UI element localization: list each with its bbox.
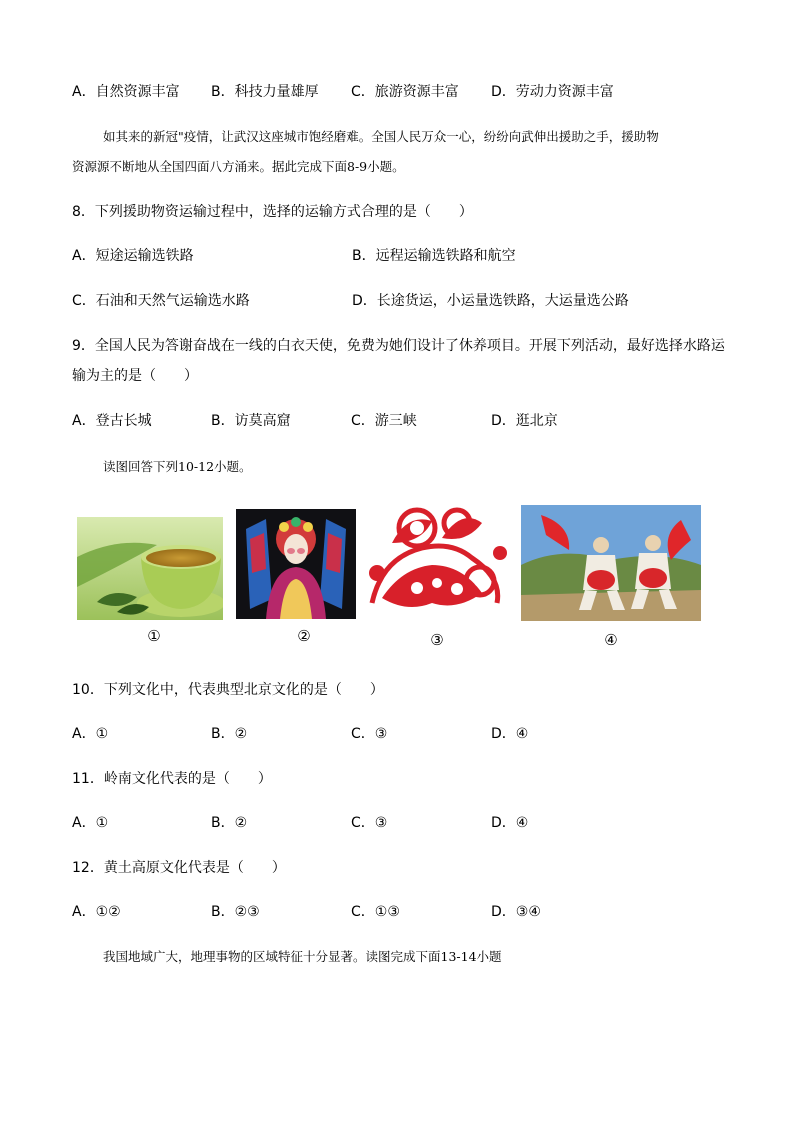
figure-label-4: ④ (604, 631, 618, 649)
intro-8-9-line1: 如其来的新冠"疫情，让武汉这座城市饱经磨难。全国人民万众一心，纷纷向武伸出援助之手，援助物 (103, 129, 659, 144)
intro-13-14: 我国地域广大，地理事物的区域特征十分显著。读图完成下面13-14小题 (103, 949, 502, 964)
q10-stem: 10．下列文化中，代表典型北京文化的是（ ） (72, 682, 384, 698)
q7-option-c: C．旅游资源丰富 (351, 84, 459, 100)
q9-stem-line2: 输为主的是（ ） (72, 368, 198, 384)
q11-stem: 11．岭南文化代表的是（ ） (72, 771, 272, 787)
q9-option-a: A．登古长城 (72, 413, 152, 429)
tea-cup-image (77, 517, 223, 620)
intro-10-12: 读图回答下列10-12小题。 (103, 459, 252, 474)
q11-option-d: D．④ (491, 815, 529, 831)
q10-option-c: C．③ (351, 726, 388, 742)
q9-option-c: C．游三峡 (351, 413, 417, 429)
q7-option-d: D．劳动力资源丰富 (491, 84, 614, 100)
waist-drum-dance-image (521, 505, 701, 621)
q8-option-b: B．远程运输选铁路和航空 (352, 248, 516, 264)
q11-option-a: A．① (72, 815, 109, 831)
q8-option-a: A．短途运输选铁路 (72, 248, 194, 264)
q12-option-c: C．①③ (351, 904, 400, 920)
q12-stem: 12．黄土高原文化代表是（ ） (72, 860, 286, 876)
q8-option-c: C．石油和天然气运输选水路 (72, 293, 250, 309)
q7-option-a: A．自然资源丰富 (72, 84, 180, 100)
q12-option-b: B．②③ (211, 904, 260, 920)
paper-cut-image (362, 503, 512, 621)
q11-option-b: B．② (211, 815, 248, 831)
q11-option-c: C．③ (351, 815, 388, 831)
q12-option-d: D．③④ (491, 904, 541, 920)
peking-opera-image (236, 509, 356, 619)
q8-option-d: D．长途货运，小运量选铁路，大运量选公路 (352, 293, 629, 309)
q9-option-b: B．访莫高窟 (211, 413, 291, 429)
q9-stem-line1: 9．全国人民为答谢奋战在一线的白衣天使，免费为她们设计了休养项目。开展下列活动，最好选择水路运 (72, 338, 725, 354)
q7-option-b: B．科技力量雄厚 (211, 84, 319, 100)
figure-label-1: ① (147, 627, 161, 645)
q10-option-a: A．① (72, 726, 109, 742)
q9-option-d: D．逛北京 (491, 413, 558, 429)
q8-stem: 8．下列援助物资运输过程中，选择的运输方式合理的是（ ） (72, 204, 473, 220)
q10-option-d: D．④ (491, 726, 529, 742)
q12-option-a: A．①② (72, 904, 121, 920)
figure-label-3: ③ (430, 631, 444, 649)
intro-8-9-line2: 资源源不断地从全国四面八方涌来。据此完成下面8-9小题。 (72, 159, 405, 174)
q10-option-b: B．② (211, 726, 248, 742)
figure-label-2: ② (297, 627, 311, 645)
